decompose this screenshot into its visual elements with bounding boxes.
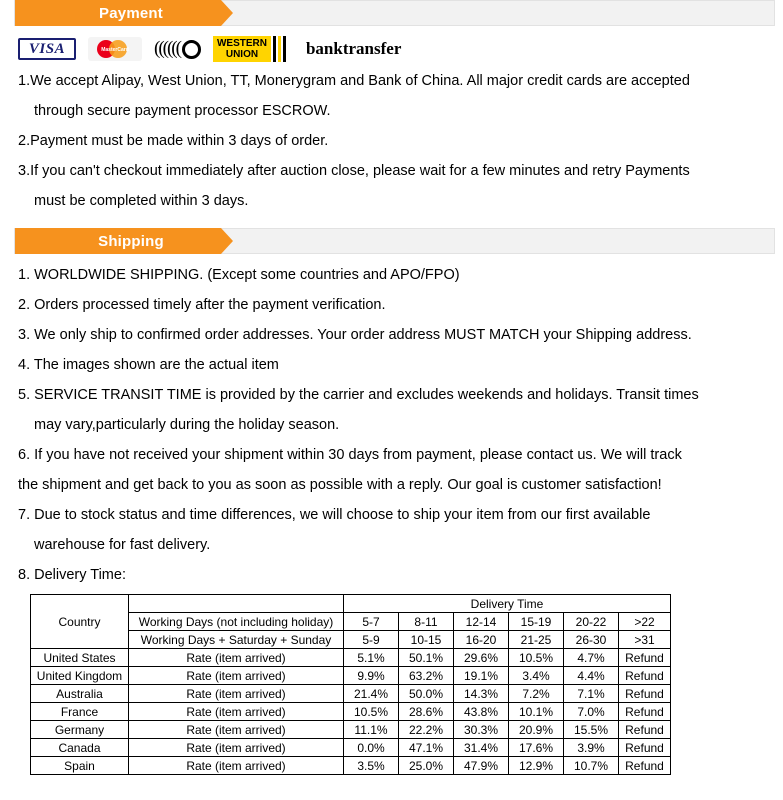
table-cell: 47.9% xyxy=(454,757,509,775)
payment-header-label: Payment xyxy=(99,4,163,22)
table-cell: 43.8% xyxy=(454,703,509,721)
table-cell: 5.1% xyxy=(344,649,399,667)
table-cell: 31.4% xyxy=(454,739,509,757)
table-cell: Refund xyxy=(619,667,671,685)
table-cell-rate-label: Rate (item arrived) xyxy=(129,649,344,667)
table-cell: 50.0% xyxy=(399,685,454,703)
visa-logo: VISA xyxy=(18,38,76,60)
table-cell-rate-label: Rate (item arrived) xyxy=(129,757,344,775)
payment-header-left-block xyxy=(15,0,51,26)
table-cell: 4.4% xyxy=(564,667,619,685)
shipping-items xyxy=(0,254,783,590)
table-cell: Refund xyxy=(619,721,671,739)
table-cell: Refund xyxy=(619,685,671,703)
table-header-working-days-weekend: Working Days + Saturday + Sunday xyxy=(129,631,344,649)
table-cell: Refund xyxy=(619,649,671,667)
table-cell: Refund xyxy=(619,703,671,721)
payment-header-tab xyxy=(51,0,221,26)
table-cell: 29.6% xyxy=(454,649,509,667)
table-cell: 50.1% xyxy=(399,649,454,667)
shipping-item-3: 3. We only ship to confirmed order addresses. Your order address MUST MATCH your Shipping address. xyxy=(18,327,692,343)
table-cell: 10.5% xyxy=(344,703,399,721)
table-cell: 7.2% xyxy=(509,685,564,703)
mastercard-label: MasterCard xyxy=(101,47,129,53)
shipping-item-1: 1. WORLDWIDE SHIPPING. (Except some countries and APO/FPO) xyxy=(18,267,460,283)
table-cell: 12.9% xyxy=(509,757,564,775)
table-row xyxy=(31,757,671,775)
maestro-text: (((((( xyxy=(154,38,180,59)
table-cell: 20.9% xyxy=(509,721,564,739)
table-title-spacer xyxy=(129,595,344,613)
table-cell: 5-9 xyxy=(344,631,399,649)
table-row xyxy=(31,703,671,721)
payment-item-2-line1: 2.Payment must be made within 3 days of order. xyxy=(18,133,329,149)
payment-item-1-line2: through secure payment processor ESCROW. xyxy=(34,103,331,119)
payment-items xyxy=(0,66,783,216)
payment-logos xyxy=(0,26,783,66)
table-cell: Refund xyxy=(619,739,671,757)
western-union-line1: WESTERN xyxy=(216,38,267,49)
table-cell: 10-15 xyxy=(399,631,454,649)
table-cell: 30.3% xyxy=(454,721,509,739)
table-cell-rate-label: Rate (item arrived) xyxy=(129,667,344,685)
table-cell: 10.1% xyxy=(509,703,564,721)
table-cell: 20-22 xyxy=(564,613,619,631)
table-cell-rate-label: Rate (item arrived) xyxy=(129,703,344,721)
table-row xyxy=(31,721,671,739)
table-cell: 21-25 xyxy=(509,631,564,649)
table-title-delivery-time: Delivery Time xyxy=(344,595,671,613)
table-row xyxy=(31,667,671,685)
table-cell: 10.7% xyxy=(564,757,619,775)
table-cell-country: France xyxy=(31,703,129,721)
table-header-country: Country xyxy=(31,595,129,649)
delivery-time-table xyxy=(30,594,671,775)
western-union-line2: UNION xyxy=(225,49,259,60)
table-row-title xyxy=(31,595,671,613)
shipping-header-label: Shipping xyxy=(98,232,164,250)
maestro-logo xyxy=(154,38,201,60)
shipping-section-header xyxy=(14,228,775,254)
table-cell-country: Spain xyxy=(31,757,129,775)
western-union-bars-icon xyxy=(273,36,288,62)
table-cell: 22.2% xyxy=(399,721,454,739)
payment-item-1-line1: 1.We accept Alipay, West Union, TT, Monerygram and Bank of China. All major credit cards are accepted xyxy=(18,73,690,89)
table-cell-country: Australia xyxy=(31,685,129,703)
table-cell: 17.6% xyxy=(509,739,564,757)
shipping-item-7-line1: 7. Due to stock status and time differences, we will choose to ship your item from our first available xyxy=(18,507,651,523)
table-cell-rate-label: Rate (item arrived) xyxy=(129,739,344,757)
banktransfer-logo: banktransfer xyxy=(305,39,402,58)
table-row xyxy=(31,685,671,703)
payment-section-header xyxy=(14,0,775,26)
table-cell: 16-20 xyxy=(454,631,509,649)
table-cell: 15-19 xyxy=(509,613,564,631)
table-cell: Refund xyxy=(619,757,671,775)
shipping-item-2: 2. Orders processed timely after the payment verification. xyxy=(18,297,386,313)
table-cell: 7.1% xyxy=(564,685,619,703)
table-cell: 26-30 xyxy=(564,631,619,649)
table-cell: 3.4% xyxy=(509,667,564,685)
shipping-item-6-line2: the shipment and get back to you as soon as possible with a reply. Our goal is customer satisfaction! xyxy=(18,477,662,493)
table-row xyxy=(31,649,671,667)
wu-bar xyxy=(273,36,276,62)
table-cell: 3.5% xyxy=(344,757,399,775)
table-cell: 15.5% xyxy=(564,721,619,739)
table-cell: >22 xyxy=(619,613,671,631)
table-cell: 28.6% xyxy=(399,703,454,721)
shipping-header-left-block xyxy=(15,228,51,254)
table-cell: 8-11 xyxy=(399,613,454,631)
wu-bar xyxy=(283,36,286,62)
western-union-logo xyxy=(213,36,288,62)
table-cell: 4.7% xyxy=(564,649,619,667)
table-cell: 9.9% xyxy=(344,667,399,685)
mastercard-logo xyxy=(88,37,142,61)
table-cell: >31 xyxy=(619,631,671,649)
table-cell: 0.0% xyxy=(344,739,399,757)
delivery-time-table-wrap xyxy=(0,590,783,775)
table-cell: 25.0% xyxy=(399,757,454,775)
table-cell: 21.4% xyxy=(344,685,399,703)
table-cell: 10.5% xyxy=(509,649,564,667)
maestro-ring-icon xyxy=(182,40,201,59)
table-cell: 63.2% xyxy=(399,667,454,685)
shipping-item-7-line2: warehouse for fast delivery. xyxy=(34,537,211,553)
table-cell: 5-7 xyxy=(344,613,399,631)
table-cell-country: United Kingdom xyxy=(31,667,129,685)
table-cell: 7.0% xyxy=(564,703,619,721)
shipping-item-6-line1: 6. If you have not received your shipment within 30 days from payment, please contact us. We will track xyxy=(18,447,682,463)
table-cell: 12-14 xyxy=(454,613,509,631)
table-cell-rate-label: Rate (item arrived) xyxy=(129,685,344,703)
table-row xyxy=(31,739,671,757)
table-cell: 11.1% xyxy=(344,721,399,739)
table-cell: 47.1% xyxy=(399,739,454,757)
shipping-item-5-line2: may vary,particularly during the holiday season. xyxy=(34,417,340,433)
shipping-header-tab xyxy=(51,228,221,254)
table-cell-rate-label: Rate (item arrived) xyxy=(129,721,344,739)
payment-item-3-line2: must be completed within 3 days. xyxy=(34,193,249,209)
payment-item-3-line1: 3.If you can't checkout immediately after auction close, please wait for a few minutes and retry Payments xyxy=(18,163,690,179)
wu-bar xyxy=(278,36,281,62)
table-cell: 3.9% xyxy=(564,739,619,757)
western-union-text xyxy=(213,36,271,62)
table-cell-country: United States xyxy=(31,649,129,667)
table-header-working-days: Working Days (not including holiday) xyxy=(129,613,344,631)
shipping-item-8: 8. Delivery Time: xyxy=(18,567,126,583)
table-cell: 14.3% xyxy=(454,685,509,703)
table-cell: 19.1% xyxy=(454,667,509,685)
shipping-item-5-line1: 5. SERVICE TRANSIT TIME is provided by the carrier and excludes weekends and holidays. Transit times xyxy=(18,387,699,403)
shipping-item-4: 4. The images shown are the actual item xyxy=(18,357,279,373)
table-cell-country: Germany xyxy=(31,721,129,739)
table-cell-country: Canada xyxy=(31,739,129,757)
